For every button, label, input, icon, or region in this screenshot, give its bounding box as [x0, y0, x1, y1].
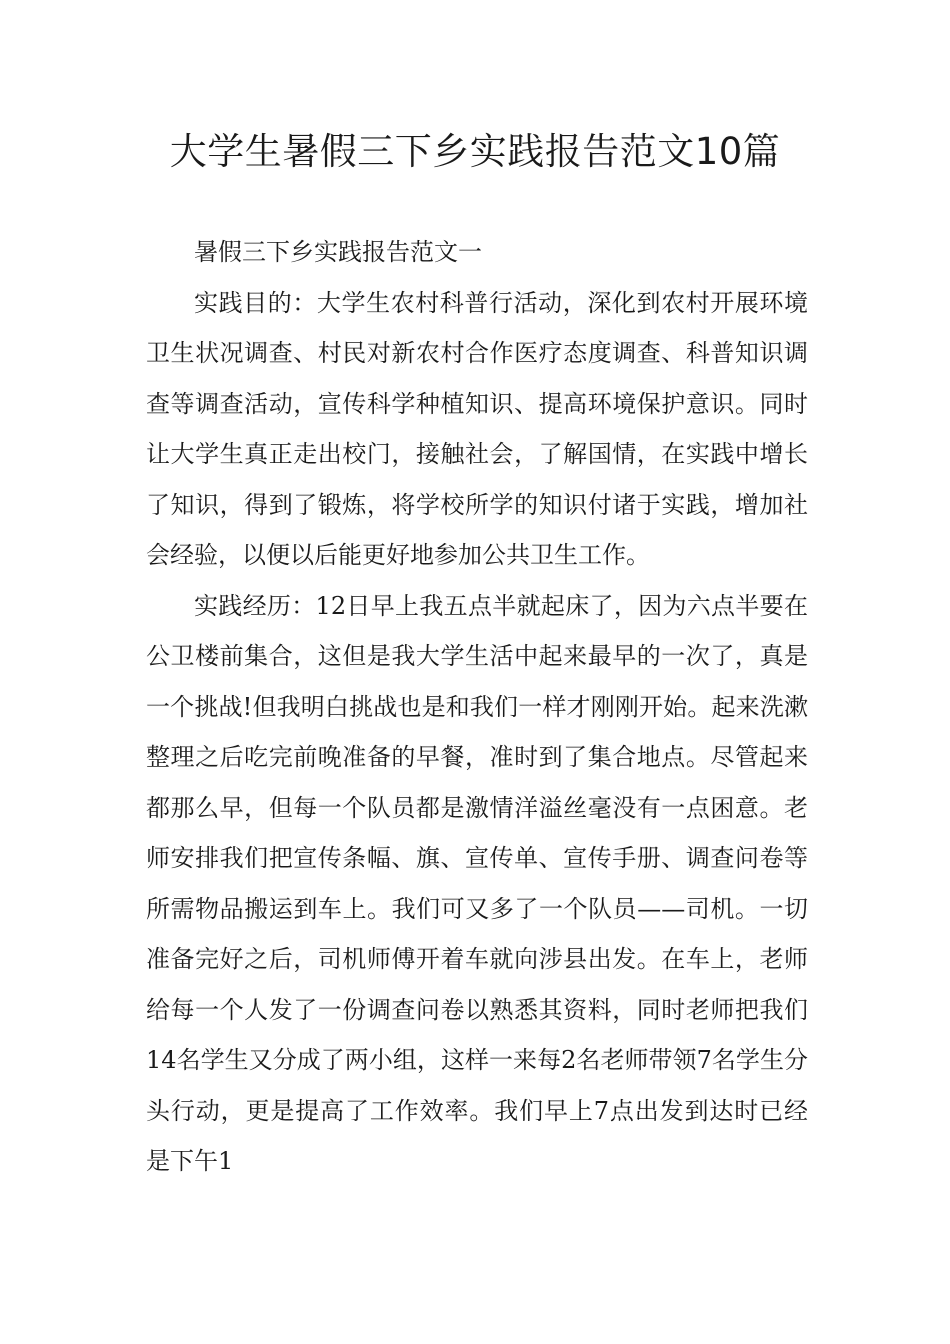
paragraph-purpose: 实践目的：大学生农村科普行活动，深化到农村开展环境卫生状况调查、村民对新农村合作医疗态度调查、科普知识调查等调查活动，宣传科学种植知识、提高环境保护意识。同时让大学生真正走出校门，接触社会，了解国情，在实践中增长了知识，得到了锻炼，将学校所学的知识付诸于实践，增加社会经验，以便以后能更好地参加公共卫生工作。 — [146, 288, 808, 569]
document-title: 大学生暑假三下乡实践报告范文10篇 — [169, 130, 781, 173]
document-body — [146, 227, 808, 1187]
section-heading: 暑假三下乡实践报告范文一 — [194, 238, 482, 266]
paragraph-experience: 实践经历：12日早上我五点半就起床了，因为六点半要在公卫楼前集合，这但是我大学生活中起来最早的一次了，真是一个挑战!但我明白挑战也是和我们一样才刚刚开始。起来洗漱整理之后吃完前晚准备的早餐，准时到了集合地点。尽管起来都那么早，但每一个队员都是激情洋溢丝毫没有一点困意。老师安排我们把宣传条幅、旗、宣传单、宣传手册、调查问卷等所需物品搬运到车上。我们可又多了一个队员——司机。一切准备完好之后，司机师傅开着车就向涉县出发。在车上，老师给每一个人发了一份调查问卷以熟悉其资料，同时老师把我们14名学生又分成了两小组，这样一来每2名老师带领7名学生分头行动，更是提高了工作效率。我们早上7点出发到达时已经是下午1 — [146, 591, 808, 1175]
